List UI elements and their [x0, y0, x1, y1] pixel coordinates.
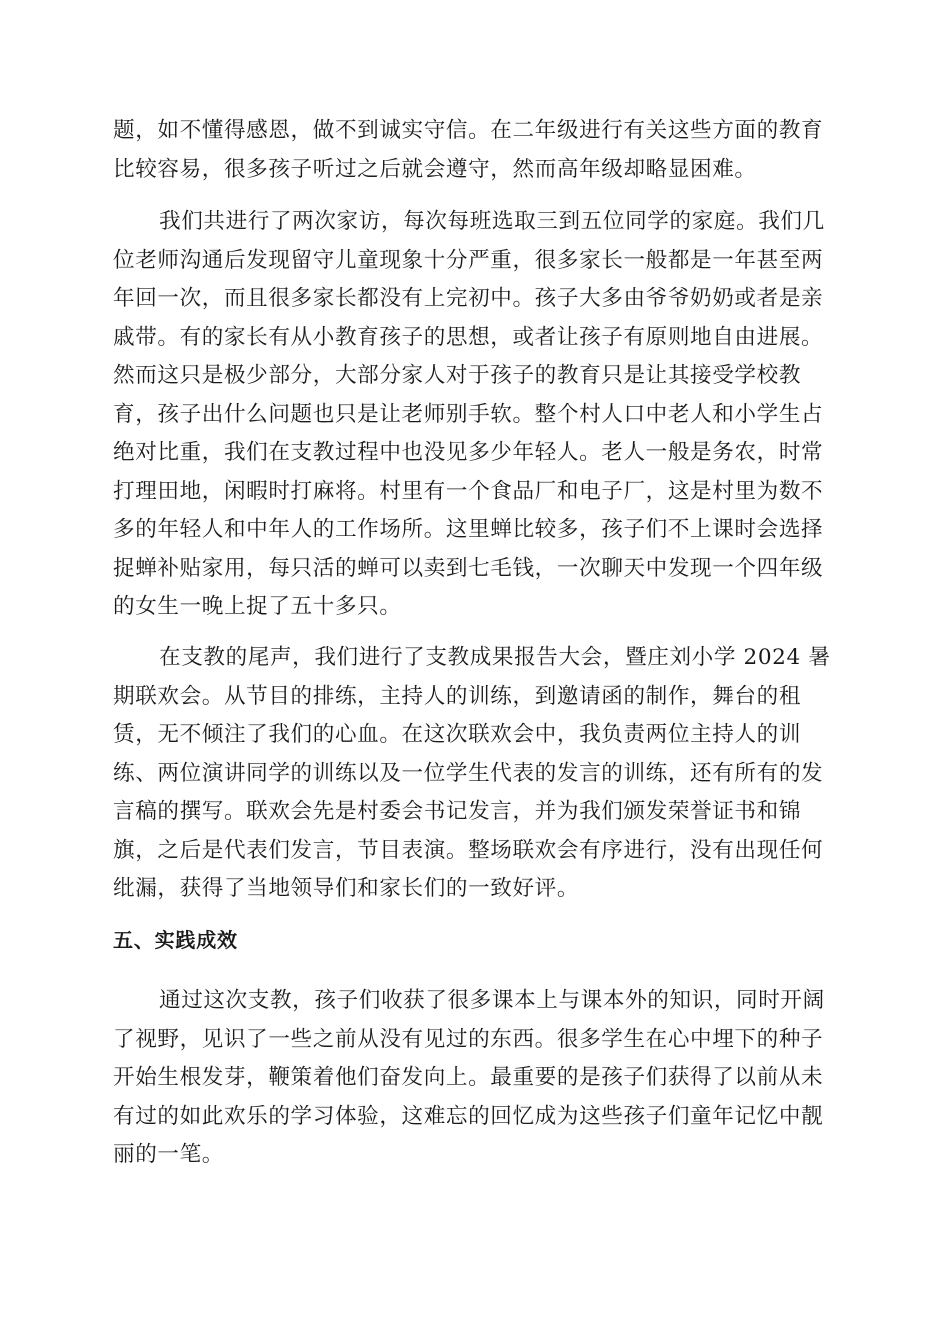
text-line: 戚带。有的家长有从小教育孩子的思想，或者让孩子有原则地自由进展。 [113, 324, 824, 350]
text-line: 然而这只是极少部分，大部分家人对于孩子的教育只是让其接受学校教 [113, 363, 802, 388]
text-line: 期联欢会。从节目的排练，主持人的训练，到邀请函的制作，舞台的租 [113, 683, 802, 709]
text-line: 捉蝉补贴家用，每只活的蝉可以卖到七毛钱，一次聊天中发现一个四年级 [113, 555, 824, 581]
text-line: 打理田地，闲暇时打麻将。村里有一个食品厂和电子厂，这是村里为数不 [113, 478, 824, 504]
text-line: 多的年轻人和中年人的工作场所。这里蝉比较多，孩子们不上课时会选择 [113, 517, 824, 542]
paragraph-results [113, 982, 843, 1175]
text-line: 绝对比重，我们在支教过程中也没见多少年轻人。老人一般是务农，时常 [113, 440, 824, 465]
text-line: 通过这次支教，孩子们收获了很多课本上与课本外的知识，同时开阔 [159, 988, 825, 1013]
text-line: 纰漏，获得了当地领导们和家长们的一致好评。 [113, 876, 580, 901]
text-line: 我们共进行了两次家访，每次每班选取三到五位同学的家庭。我们几 [159, 209, 825, 234]
paragraph-summer-party [113, 639, 843, 909]
text-line: 有过的如此欢乐的学习体验，这难忘的回忆成为这些孩子们童年记忆中靓 [113, 1103, 824, 1129]
text-line: 比较容易，很多孩子听过之后就会遵守，然而高年级却略显困难。 [113, 156, 757, 182]
text-line: 的女生一晚上捉了五十多只。 [113, 594, 402, 619]
text-line: 旗，之后是代表们发言，节目表演。整场联欢会有序进行，没有出现任何 [113, 837, 824, 863]
text-line: 了视野，见识了一些之前从没有见过的东西。很多学生在心中埋下的种子 [113, 1026, 824, 1052]
text-line: 育，孩子出什么问题也只是让老师别手软。整个村人口中老人和小学生占 [113, 401, 824, 427]
section-heading: 五、实践成效 [113, 928, 238, 952]
paragraph-home-visits [113, 203, 843, 627]
text-line: 开始生根发芽，鞭策着他们奋发向上。最重要的是孩子们获得了以前从未 [113, 1065, 824, 1090]
text-line: 赁，无不倾注了我们的心血。在这次联欢会中，我负责两位主持人的训 [113, 722, 802, 747]
text-line: 年回一次，而且很多家长都没有上完初中。孩子大多由爷爷奶奶或者是亲 [113, 286, 824, 311]
text-line: 练、两位演讲同学的训练以及一位学生代表的发言的训练，还有所有的发 [113, 760, 824, 786]
text-line: 在支教的尾声，我们进行了支教成果报告大会，暨庄刘小学 2024 暑 [159, 645, 831, 670]
paragraph-continuation [113, 112, 843, 189]
text-line: 丽的一笔。 [113, 1142, 224, 1167]
text-line: 题，如不懂得感恩，做不到诚实守信。在二年级进行有关这些方面的教育 [113, 118, 824, 143]
text-line: 言稿的撰写。联欢会先是村委会书记发言，并为我们颁发荣誉证书和锦 [113, 799, 802, 824]
text-line: 位老师沟通后发现留守儿童现象十分严重，很多家长一般都是一年甚至两 [113, 247, 824, 273]
